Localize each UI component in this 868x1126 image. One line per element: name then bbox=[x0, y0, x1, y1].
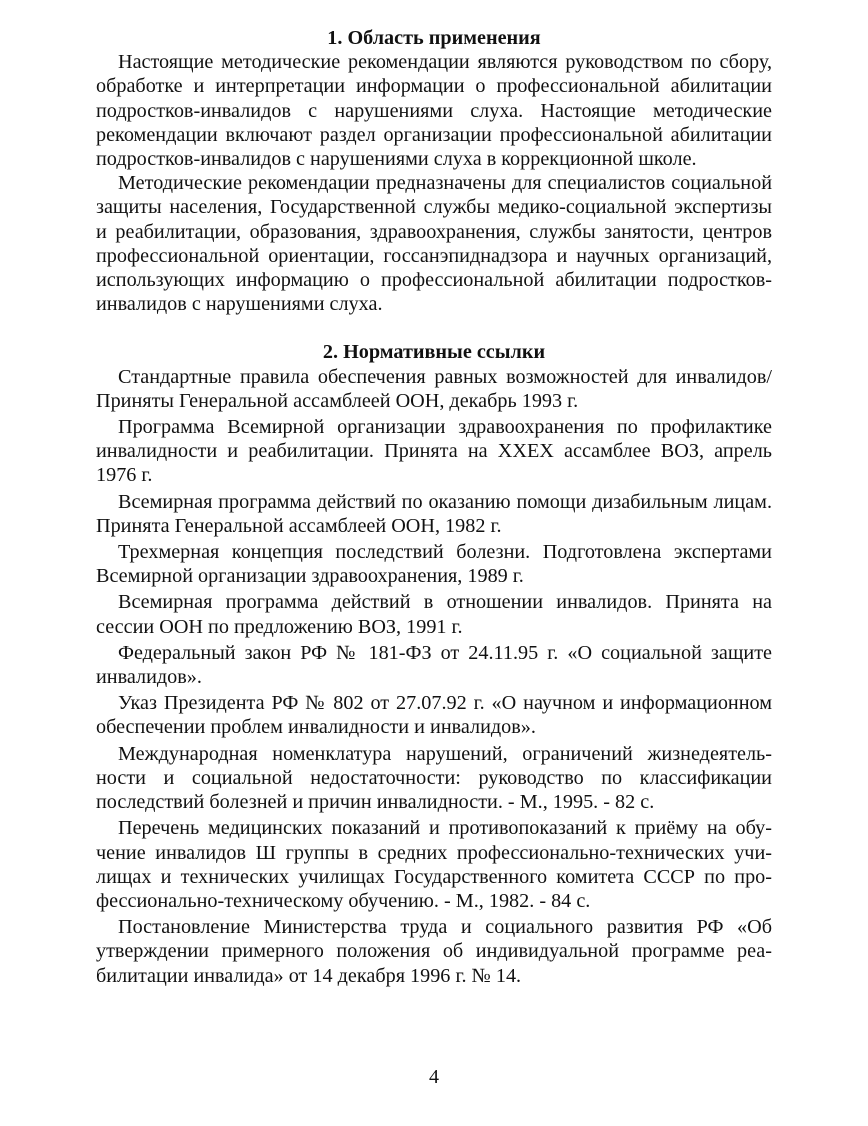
reference-item: Международная номенклатура нарушений, ограничений жизнедеятельности и социальной недостаточности: руководство по классификации последствий болезней и причин инвалидности. - М., 1995. - 82 с. bbox=[96, 742, 772, 814]
reference-item: Федеральный закон РФ № 181-ФЗ от 24.11.95 г. «О социальной защите инвалидов». bbox=[96, 641, 772, 689]
reference-item: Всемирная программа действий по оказанию помощи дизабильным лицам. Принята Генеральной ассамблеей ООН, 1982 г. bbox=[96, 490, 772, 537]
page-number: 4 bbox=[429, 1066, 439, 1088]
reference-item: Постановление Министерства труда и социального развития РФ «Об утверждении примерного положения об индивидуальной программе реабилитации инвалида» от 14 декабря 1996 г. № 14. bbox=[96, 916, 772, 987]
reference-item: Программа Всемирной организации здравоохранения по профилактике инвалидности и реабилитации. Принята на XXEX ассамблее ВОЗ, апрель 1976 г. bbox=[96, 416, 772, 487]
section-heading-scope: 1. Область применения bbox=[327, 27, 541, 49]
reference-item: Трехмерная концепция последствий болезни. Подготовлена экспертами Всемирной организации здравоохранения, 1989 г. bbox=[96, 541, 772, 588]
paragraph: Настоящие методические рекомендации являются руководством по сбору, обработке и интерпретации информации о профессиональной абилитации подростков-инвалидов с нарушениями слуха. Настоящие методические рекомендации включают раздел организации профессиональной абилитации подростков-инвалидов с нарушениями слуха в коррекционной школе. bbox=[96, 51, 772, 171]
reference-item: Указ Президента РФ № 802 от 27.07.92 г. «О научном и информационном обеспечении проблем инвалидности и инвалидов». bbox=[96, 692, 772, 739]
page-content bbox=[96, 26, 772, 990]
section-heading-references: 2. Нормативные ссылки bbox=[322, 341, 546, 364]
section-references bbox=[96, 340, 772, 987]
reference-item: Стандартные правила обеспечения равных возможностей для инвалидов/Приняты Генеральной ассамблеей ООН, декабрь 1993 г. bbox=[96, 365, 772, 412]
paragraph: Методические рекомендации предназначены для специалистов социальной защиты населения, Государственной службы медико-социальной экспертизы и реабилитации, образования, здравоохранения, службы занятости, центров профессиональной ориентации, госсанэпиднадзора и научных организаций, использующих информацию о профессиональной абилитации подростков-инвалидов с нарушениями слуха. bbox=[96, 172, 772, 316]
reference-item: Перечень медицинских показаний и противопоказаний к приёму на обучение инвалидов Ш группы в средних профессионально-технических училищах и технических училищах Государственного комитета СССР по профессионально-техническому обучению. - М., 1982. - 84 с. bbox=[96, 817, 772, 912]
section-gap bbox=[96, 316, 772, 340]
section-scope bbox=[96, 26, 772, 316]
reference-item: Всемирная программа действий в отношении инвалидов. Принята на сессии ООН по предложению ВОЗ, 1991 г. bbox=[96, 591, 772, 638]
